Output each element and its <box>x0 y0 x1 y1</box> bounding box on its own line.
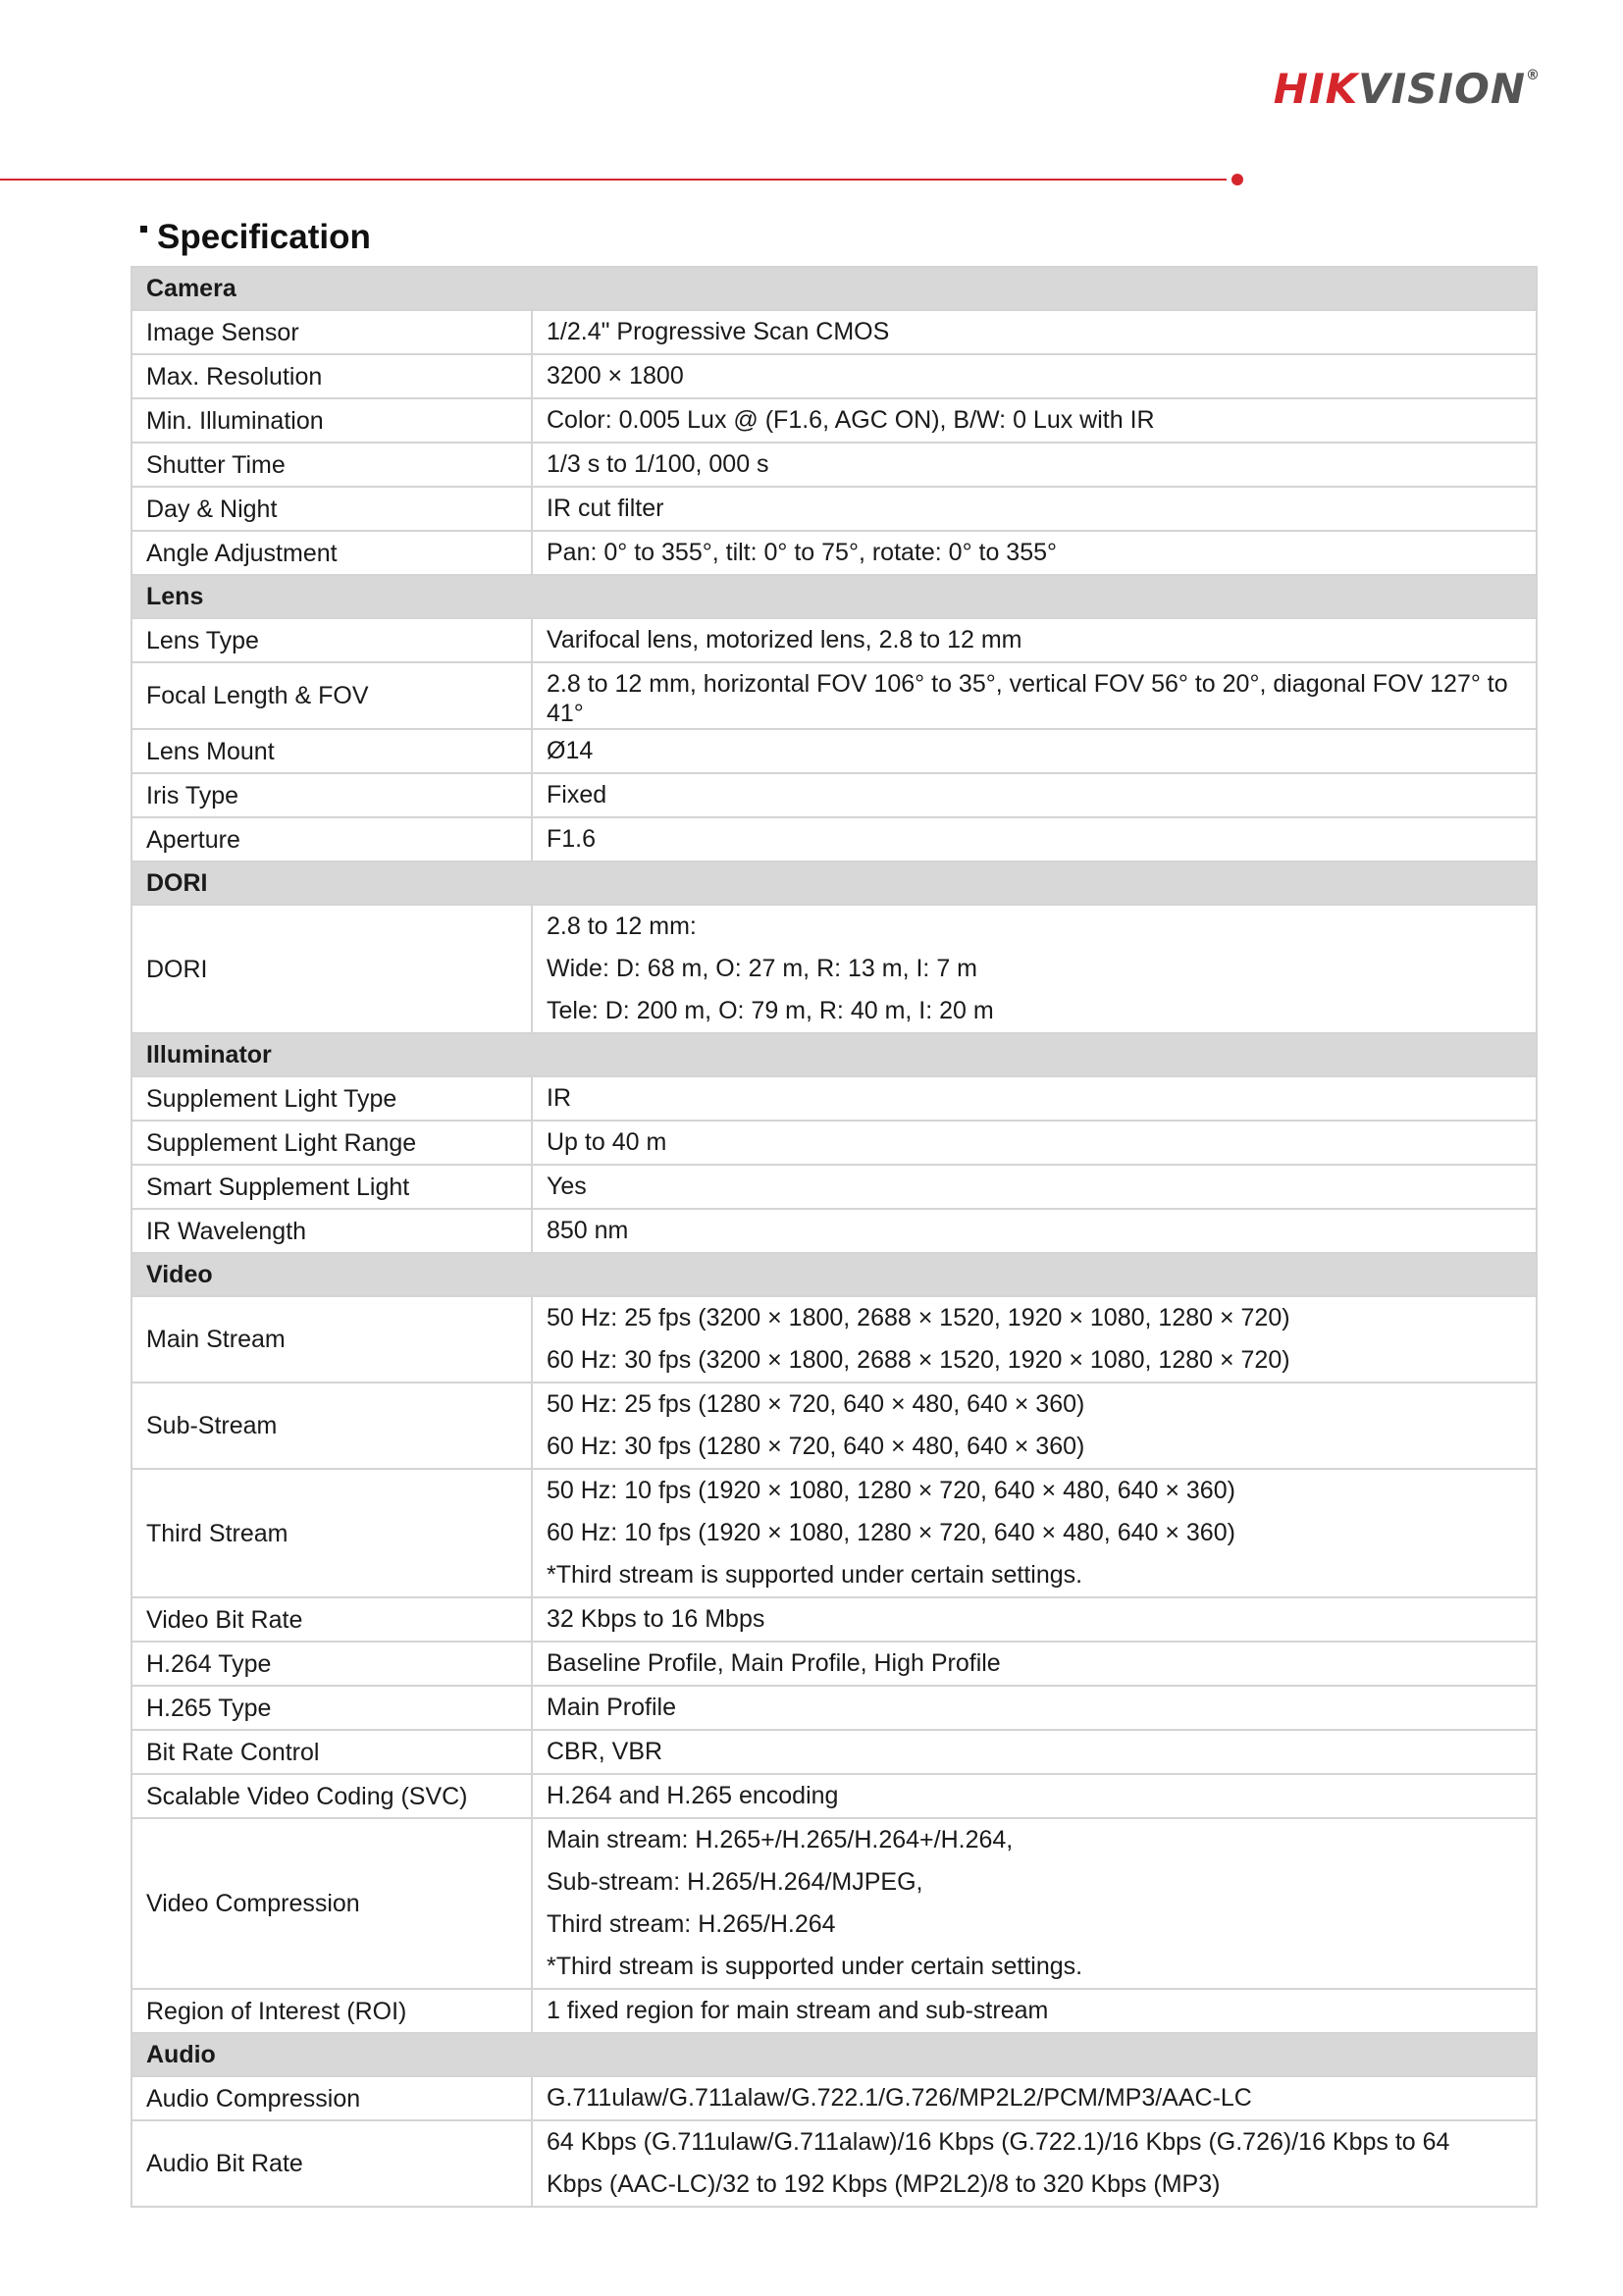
spec-value-line: Pan: 0° to 355°, tilt: 0° to 75°, rotate: 0° to 355° <box>547 539 1058 566</box>
spec-row <box>131 398 1537 443</box>
hikvision-logo <box>1273 65 1541 113</box>
spec-label: Angle Adjustment <box>131 531 532 575</box>
section-header: Audio <box>131 2033 1537 2076</box>
spec-row <box>131 1730 1537 1774</box>
section-header-row <box>131 861 1537 905</box>
section-header-row <box>131 575 1537 618</box>
spec-row <box>131 1076 1537 1121</box>
spec-value-line: 850 nm <box>547 1217 629 1244</box>
spec-row <box>131 2120 1537 2207</box>
spec-label: Video Bit Rate <box>131 1597 532 1642</box>
spec-value-line: G.711ulaw/G.711alaw/G.722.1/G.726/MP2L2/PCM/MP3/AAC-LC <box>547 2084 1252 2112</box>
spec-value <box>532 1209 1537 1253</box>
spec-value-line: 2.8 to 12 mm, horizontal FOV 106° to 35°, vertical FOV 56° to 20°, diagonal FOV 127° to 41° <box>547 670 1508 727</box>
spec-value <box>532 398 1537 443</box>
spec-row <box>131 1989 1537 2033</box>
spec-value <box>532 618 1537 662</box>
spec-value <box>532 1642 1537 1686</box>
spec-value-line: 50 Hz: 10 fps (1920 × 1080, 1280 × 720, 640 × 480, 640 × 360) <box>547 1477 1235 1504</box>
spec-label: Sub-Stream <box>131 1383 532 1469</box>
spec-value <box>532 443 1537 487</box>
spec-value-line: Third stream: H.265/H.264 <box>547 1910 836 1938</box>
spec-label: Audio Compression <box>131 2076 532 2120</box>
spec-label: H.265 Type <box>131 1686 532 1730</box>
section-header: DORI <box>131 861 1537 905</box>
spec-value-line: Color: 0.005 Lux @ (F1.6, AGC ON), B/W: 0 Lux with IR <box>547 406 1155 434</box>
spec-value-line: 1/2.4" Progressive Scan CMOS <box>547 318 890 345</box>
spec-row <box>131 618 1537 662</box>
spec-label: Lens Type <box>131 618 532 662</box>
spec-value <box>532 487 1537 531</box>
section-header: Illuminator <box>131 1033 1537 1076</box>
spec-row <box>131 354 1537 398</box>
spec-value-line: H.264 and H.265 encoding <box>547 1782 839 1809</box>
logo-primary: HIK <box>1273 65 1359 113</box>
spec-value-line: Main Profile <box>547 1694 676 1721</box>
spec-value-line: *Third stream is supported under certain settings. <box>547 1561 1083 1589</box>
spec-value <box>532 817 1537 861</box>
spec-value-line: 32 Kbps to 16 Mbps <box>547 1605 765 1633</box>
spec-value-line: Yes <box>547 1173 587 1200</box>
spec-row <box>131 817 1537 861</box>
spec-value <box>532 354 1537 398</box>
spec-value-line: 2.8 to 12 mm: <box>547 913 697 940</box>
spec-row <box>131 662 1537 729</box>
spec-label: Video Compression <box>131 1818 532 1989</box>
spec-row <box>131 773 1537 817</box>
spec-value <box>532 1818 1537 1989</box>
spec-label: Audio Bit Rate <box>131 2120 532 2207</box>
spec-row <box>131 1818 1537 1989</box>
section-header-row <box>131 2033 1537 2076</box>
spec-value-line: 1/3 s to 1/100, 000 s <box>547 450 769 478</box>
spec-value-line: *Third stream is supported under certain settings. <box>547 1953 1083 1980</box>
spec-value-line: Kbps (AAC-LC)/32 to 192 Kbps (MP2L2)/8 to 320 Kbps (MP3) <box>547 2170 1221 2198</box>
section-header-row <box>131 1253 1537 1296</box>
spec-value <box>532 1076 1537 1121</box>
spec-value-line: IR <box>547 1084 571 1112</box>
section-header-row <box>131 1033 1537 1076</box>
spec-value-line: 1 fixed region for main stream and sub-stream <box>547 1997 1049 2024</box>
spec-label: Aperture <box>131 817 532 861</box>
spec-row <box>131 2076 1537 2120</box>
spec-value <box>532 310 1537 354</box>
spec-value-line: 60 Hz: 30 fps (1280 × 720, 640 × 480, 640 × 360) <box>547 1433 1085 1460</box>
spec-row <box>131 1469 1537 1597</box>
spec-value <box>532 1730 1537 1774</box>
spec-row <box>131 1774 1537 1818</box>
spec-label: Third Stream <box>131 1469 532 1597</box>
spec-value <box>532 531 1537 575</box>
spec-row <box>131 531 1537 575</box>
spec-value-line: 64 Kbps (G.711ulaw/G.711alaw)/16 Kbps (G.722.1)/16 Kbps (G.726)/16 Kbps to 64 <box>547 2128 1450 2156</box>
page-title <box>140 218 371 257</box>
spec-value <box>532 1165 1537 1209</box>
spec-label: Min. Illumination <box>131 398 532 443</box>
spec-label: DORI <box>131 905 532 1033</box>
spec-value-line: 50 Hz: 25 fps (1280 × 720, 640 × 480, 640 × 360) <box>547 1390 1085 1418</box>
spec-value-line: IR cut filter <box>547 495 664 522</box>
spec-label: Scalable Video Coding (SVC) <box>131 1774 532 1818</box>
spec-value-line: 3200 × 1800 <box>547 362 684 390</box>
spec-value <box>532 1383 1537 1469</box>
spec-label: Smart Supplement Light <box>131 1165 532 1209</box>
header-divider-line <box>0 179 1227 181</box>
page-title-text: Specification <box>157 218 371 256</box>
spec-row <box>131 1383 1537 1469</box>
spec-label: Bit Rate Control <box>131 1730 532 1774</box>
spec-label: Supplement Light Range <box>131 1121 532 1165</box>
title-bullet-icon <box>140 226 147 233</box>
section-header-row <box>131 267 1537 310</box>
spec-row <box>131 443 1537 487</box>
spec-value <box>532 1686 1537 1730</box>
logo-registered-mark: ® <box>1526 68 1541 83</box>
spec-value-line: 60 Hz: 30 fps (3200 × 1800, 2688 × 1520, 1920 × 1080, 1280 × 720) <box>547 1346 1290 1374</box>
spec-label: Day & Night <box>131 487 532 531</box>
spec-row <box>131 905 1537 1033</box>
spec-value-line: Baseline Profile, Main Profile, High Profile <box>547 1649 1001 1677</box>
spec-row <box>131 1121 1537 1165</box>
spec-label: Main Stream <box>131 1296 532 1383</box>
spec-value-line: Main stream: H.265+/H.265/H.264+/H.264, <box>547 1826 1014 1853</box>
spec-table-body <box>131 267 1537 2207</box>
spec-row <box>131 1296 1537 1383</box>
header-divider-dot <box>1231 174 1243 185</box>
spec-value <box>532 662 1537 729</box>
spec-value-line: Wide: D: 68 m, O: 27 m, R: 13 m, I: 7 m <box>547 955 978 982</box>
spec-value-line: Sub-stream: H.265/H.264/MJPEG, <box>547 1868 923 1896</box>
spec-row <box>131 487 1537 531</box>
spec-value-line: 50 Hz: 25 fps (3200 × 1800, 2688 × 1520, 1920 × 1080, 1280 × 720) <box>547 1304 1290 1331</box>
spec-label: Focal Length & FOV <box>131 662 532 729</box>
spec-value <box>532 1774 1537 1818</box>
spec-row <box>131 1642 1537 1686</box>
logo-secondary: VISION <box>1358 65 1526 113</box>
spec-value-line: CBR, VBR <box>547 1738 663 1765</box>
spec-label: H.264 Type <box>131 1642 532 1686</box>
spec-value-line: Fixed <box>547 781 607 809</box>
spec-table <box>131 266 1538 2208</box>
spec-label: Max. Resolution <box>131 354 532 398</box>
spec-value <box>532 1121 1537 1165</box>
spec-row <box>131 310 1537 354</box>
section-header: Camera <box>131 267 1537 310</box>
spec-value-line: Tele: D: 200 m, O: 79 m, R: 40 m, I: 20 m <box>547 997 994 1024</box>
spec-row <box>131 1686 1537 1730</box>
spec-row <box>131 1597 1537 1642</box>
spec-label: Iris Type <box>131 773 532 817</box>
section-header: Lens <box>131 575 1537 618</box>
spec-value <box>532 729 1537 773</box>
spec-label: Image Sensor <box>131 310 532 354</box>
spec-value <box>532 1597 1537 1642</box>
spec-label: Region of Interest (ROI) <box>131 1989 532 2033</box>
spec-value <box>532 905 1537 1033</box>
spec-value <box>532 2120 1537 2207</box>
spec-value-line: Ø14 <box>547 737 594 764</box>
spec-value-line: 60 Hz: 10 fps (1920 × 1080, 1280 × 720, 640 × 480, 640 × 360) <box>547 1519 1235 1546</box>
spec-row <box>131 1165 1537 1209</box>
spec-value <box>532 1989 1537 2033</box>
spec-label: Supplement Light Type <box>131 1076 532 1121</box>
spec-value <box>532 1296 1537 1383</box>
spec-value-line: Varifocal lens, motorized lens, 2.8 to 12 mm <box>547 626 1022 653</box>
spec-value-line: F1.6 <box>547 825 597 853</box>
spec-value <box>532 1469 1537 1597</box>
spec-row <box>131 729 1537 773</box>
spec-label: Lens Mount <box>131 729 532 773</box>
spec-label: Shutter Time <box>131 443 532 487</box>
section-header: Video <box>131 1253 1537 1296</box>
spec-value <box>532 2076 1537 2120</box>
spec-row <box>131 1209 1537 1253</box>
spec-value-line: Up to 40 m <box>547 1128 667 1156</box>
spec-label: IR Wavelength <box>131 1209 532 1253</box>
spec-value <box>532 773 1537 817</box>
